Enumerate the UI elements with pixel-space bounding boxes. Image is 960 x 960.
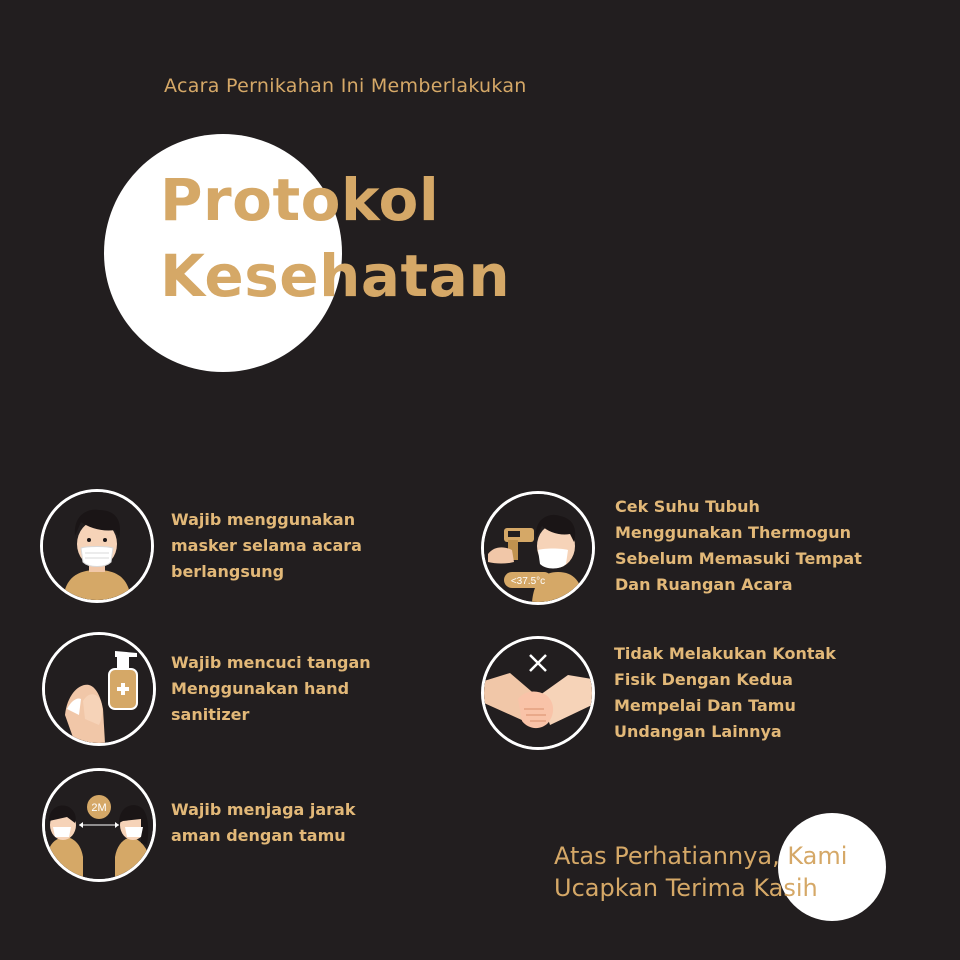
thanks-line-2: Ucapkan Terima Kasih bbox=[554, 874, 818, 902]
item-line: Menggunakan Thermogun bbox=[615, 523, 851, 542]
thermogun-check-icon bbox=[481, 491, 595, 605]
item-line: Undangan Lainnya bbox=[614, 722, 782, 741]
item-line: masker selama acara bbox=[171, 536, 362, 555]
item-line: berlangsung bbox=[171, 562, 285, 581]
item-line: Mempelai Dan Tamu bbox=[614, 696, 796, 715]
poster-title bbox=[160, 162, 510, 314]
item-line: Wajib menjaga jarak bbox=[171, 800, 356, 819]
no-handshake-icon bbox=[481, 636, 595, 750]
item-line: Tidak Melakukan Kontak bbox=[614, 644, 836, 663]
item-line: Fisik Dengan Kedua bbox=[614, 670, 793, 689]
protocol-mask-text bbox=[171, 507, 362, 585]
masked-person-icon bbox=[40, 489, 154, 603]
title-line-2: Kesehatan bbox=[160, 242, 511, 310]
thanks-line-1: Atas Perhatiannya, Kami bbox=[554, 842, 848, 870]
item-line: Cek Suhu Tubuh bbox=[615, 497, 760, 516]
temperature-badge: <37.5°c bbox=[510, 576, 546, 587]
social-distance-icon bbox=[42, 768, 156, 882]
protocol-distance-text bbox=[171, 797, 356, 849]
protocol-thermogun-text bbox=[615, 494, 862, 598]
title-line-1: Protokol bbox=[160, 166, 440, 234]
item-line: Sebelum Memasuki Tempat bbox=[615, 549, 862, 568]
protocol-no-contact-text bbox=[614, 641, 836, 745]
protocol-sanitizer-text bbox=[171, 650, 371, 728]
item-line: Menggunakan hand bbox=[171, 679, 350, 698]
hand-sanitizer-icon bbox=[42, 632, 156, 746]
item-line: aman dengan tamu bbox=[171, 826, 346, 845]
distance-badge: 2M bbox=[91, 802, 107, 814]
thank-you-message bbox=[554, 840, 847, 904]
item-line: Wajib menggunakan bbox=[171, 510, 356, 529]
poster-subtitle: Acara Pernikahan Ini Memberlakukan bbox=[164, 75, 527, 97]
item-line: Wajib mencuci tangan bbox=[171, 653, 371, 672]
item-line: Dan Ruangan Acara bbox=[615, 575, 793, 594]
item-line: sanitizer bbox=[171, 705, 250, 724]
